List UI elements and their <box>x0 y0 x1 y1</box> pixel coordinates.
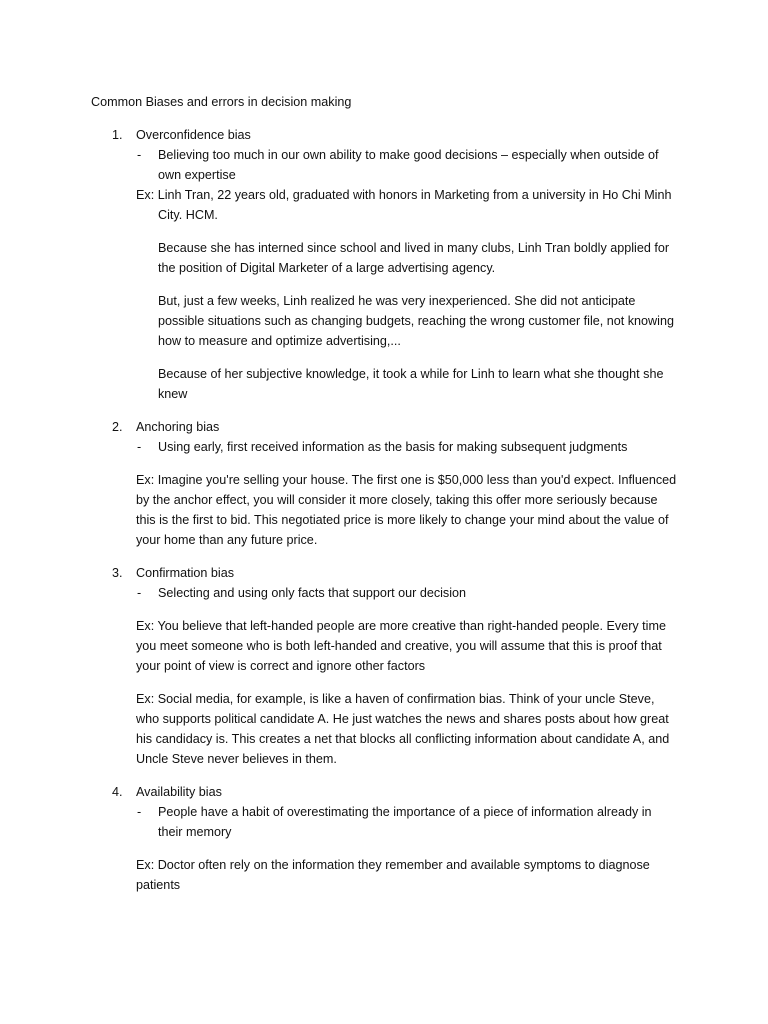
section-3-paragraph-2-line-4: Uncle Steve never believes in them. <box>136 752 337 766</box>
section-4-paragraph-1-line-2: patients <box>136 878 181 892</box>
section-1-paragraph-1-line-2: the position of Digital Marketer of a large advertising agency. <box>158 261 496 275</box>
section-1-example-line-1: Ex: Linh Tran, 22 years old, graduated with honors in Marketing from a university in Ho Chi Minh <box>136 188 672 202</box>
section-4-heading: Availability bias <box>136 785 222 799</box>
section-3-bullet-line-1: Selecting and using only facts that support our decision <box>158 586 467 600</box>
section-1-paragraph-2-line-1: But, just a few weeks, Linh realized he was very inexperienced. She did not anticipate <box>158 294 636 308</box>
section-2-bullet-dash: - <box>137 440 142 454</box>
section-1-heading: Overconfidence bias <box>136 128 251 142</box>
section-1-paragraph-2-line-3: how to measure and optimize advertising,... <box>158 334 401 348</box>
section-3-paragraph-2-line-2: who supports political candidate A. He just watches the news and shares posts about how great <box>136 712 669 726</box>
section-3-paragraph-2-line-3: his candidacy is. This creates a net that blocks all conflicting information about candidate A, and <box>136 732 670 746</box>
section-1-paragraph-1-line-1: Because she has interned since school and lived in many clubs, Linh Tran boldly applied for <box>158 241 670 255</box>
section-3-number: 3. <box>112 566 123 580</box>
section-1-paragraph-3-line-1: Because of her subjective knowledge, it took a while for Linh to learn what she thought she <box>158 367 664 381</box>
section-2-heading: Anchoring bias <box>136 420 220 434</box>
section-1-paragraph-2-line-2: possible situations such as changing budgets, reaching the wrong customer file, not knowing <box>158 314 674 328</box>
section-3-paragraph-1-line-1: Ex: You believe that left-handed people are more creative than right-handed people. Every time <box>136 619 666 633</box>
section-2-paragraph-1-line-4: your home than any future price. <box>136 533 318 547</box>
section-1-bullet-line-2: own expertise <box>158 168 236 182</box>
section-3-paragraph-1-line-2: you meet someone who is both left-handed and creative, you will assume that this is proof that <box>136 639 662 653</box>
section-4-bullet-line-1: People have a habit of overestimating the importance of a piece of information already in <box>158 805 652 819</box>
section-4-bullet-line-2: their memory <box>158 825 232 839</box>
section-3-bullet-dash: - <box>137 586 142 600</box>
section-2-paragraph-1-line-1: Ex: Imagine you're selling your house. The first one is $50,000 less than you'd expect. Influenced <box>136 473 677 487</box>
section-2-paragraph-1-line-3: this is the first to bid. This negotiated price is more likely to change your mind about the value of <box>136 513 669 527</box>
section-4-number: 4. <box>112 785 123 799</box>
section-4-bullet-dash: - <box>137 805 142 819</box>
section-3-paragraph-2-line-1: Ex: Social media, for example, is like a haven of confirmation bias. Think of your uncle Steve, <box>136 692 655 706</box>
section-1-paragraph-3-line-2: knew <box>158 387 188 401</box>
section-3-heading: Confirmation bias <box>136 566 234 580</box>
section-1-example-line-2: City. HCM. <box>158 208 218 222</box>
section-3-paragraph-1-line-3: your point of view is correct and ignore other factors <box>136 659 426 673</box>
section-1-number: 1. <box>112 128 123 142</box>
section-2-bullet-line-1: Using early, first received information as the basis for making subsequent judgments <box>158 440 628 454</box>
document-title: Common Biases and errors in decision making <box>91 95 352 109</box>
section-1-bullet-line-1: Believing too much in our own ability to make good decisions – especially when outside of <box>158 148 659 162</box>
section-2-paragraph-1-line-2: by the anchor effect, you will consider it more closely, taking this offer more seriously because <box>136 493 658 507</box>
section-4-paragraph-1-line-1: Ex: Doctor often rely on the information they remember and available symptoms to diagnose <box>136 858 650 872</box>
section-1-bullet-dash: - <box>137 148 142 162</box>
section-2-number: 2. <box>112 420 123 434</box>
